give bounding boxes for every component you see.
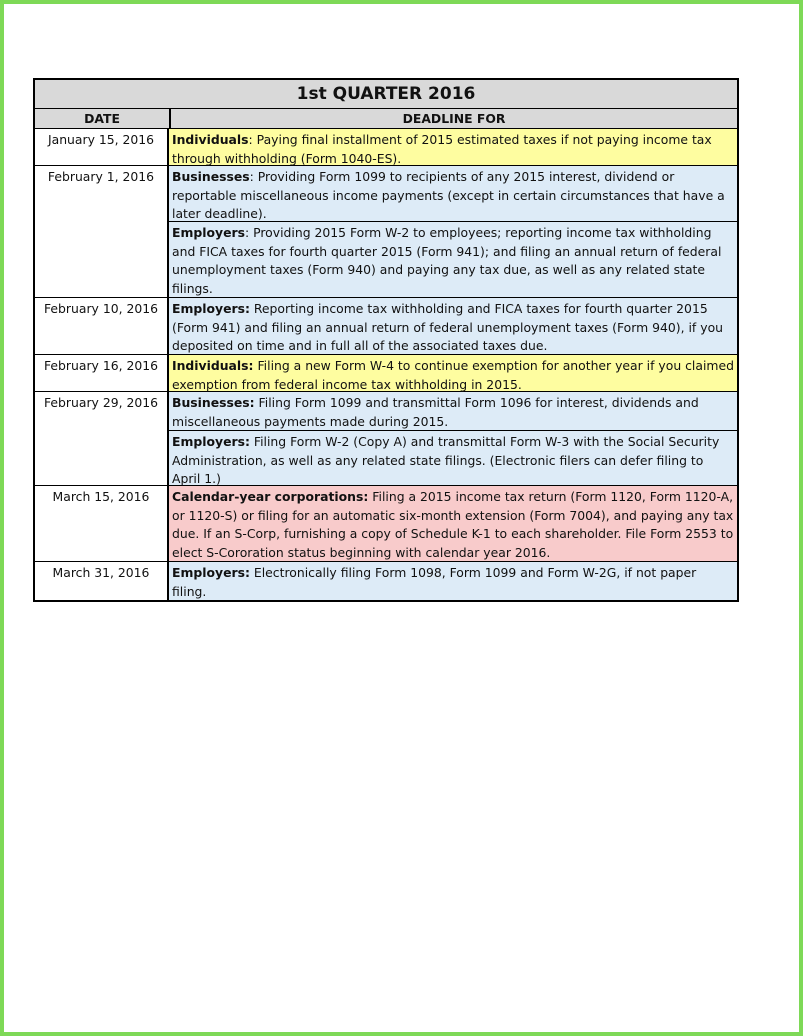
- row-date: February 29, 2016: [35, 392, 169, 485]
- row-entries: [169, 166, 737, 297]
- deadline-column-header: DEADLINE FOR: [402, 111, 506, 126]
- row-entries: [169, 355, 737, 391]
- deadline-entry: [169, 562, 737, 600]
- row-date: March 31, 2016: [35, 562, 169, 600]
- deadline-entry: [169, 129, 737, 165]
- deadline-entry: [169, 298, 737, 354]
- entry-label: Calendar-year corporations:: [172, 489, 369, 504]
- table-title: 1st QUARTER 2016: [35, 80, 737, 109]
- row-date: March 15, 2016: [35, 486, 169, 561]
- row-entries: [169, 392, 737, 485]
- entry-label: Businesses: [172, 169, 250, 184]
- entry-text: : Paying final installment of 2015 estimated taxes if not paying income tax through withholding (Form 1040-ES).: [172, 132, 712, 166]
- entry-text: Electronically filing Form 1098, Form 1099 and Form W-2G, if not paper filing.: [172, 565, 697, 599]
- entry-text: Filing Form W-2 (Copy A) and transmittal Form W-3 with the Social Security Administration, as well as any related state filings. (Electronic filers can defer filing to April 1.): [172, 434, 720, 487]
- entry-label: Businesses:: [172, 395, 255, 410]
- entry-text: : Providing Form 1099 to recipients of any 2015 interest, dividend or reportable miscellaneous income payments (except in certain circumstances that have a later deadline).: [172, 169, 725, 222]
- entry-label: Employers: [172, 225, 245, 240]
- row-entries: [169, 129, 737, 165]
- date-column-header: DATE: [35, 109, 171, 128]
- deadline-entry: [169, 486, 737, 561]
- deadline-entry: [169, 221, 737, 297]
- entry-text: Filing a 2015 income tax return (Form 1120, Form 1120-A, or 1120-S) or filing for an automatic six-month extension (Form 7004), and paying any tax due. If an S-Corp, furnishing a copy of Schedule K-1 to each shareholder. File Form 2553 to elect S-Cororation status beginning with calendar year 2016.: [172, 489, 734, 560]
- entry-label: Employers:: [172, 434, 250, 449]
- entry-label: Individuals: [172, 132, 249, 147]
- entry-text: : Providing 2015 Form W-2 to employees; reporting income tax withholding and FICA taxes for fourth quarter 2015 (Form 941); and filing an annual return of federal unemployment taxes (Form 940) and paying any tax due, as well as any related state filings.: [172, 225, 722, 296]
- deadline-entry: [169, 392, 737, 430]
- table-row: [35, 355, 737, 392]
- table-row: [35, 298, 737, 355]
- table-row: [35, 486, 737, 562]
- row-date: February 1, 2016: [35, 166, 169, 297]
- entry-text: Filing a new Form W-4 to continue exemption for another year if you claimed exemption from federal income tax withholding in 2015.: [172, 358, 734, 392]
- row-date: February 16, 2016: [35, 355, 169, 391]
- entry-label: Employers:: [172, 301, 250, 316]
- row-entries: [169, 298, 737, 354]
- row-date: January 15, 2016: [35, 129, 169, 165]
- deadline-entry: [169, 430, 737, 485]
- table-row: [35, 562, 737, 600]
- entry-label: Individuals:: [172, 358, 254, 373]
- deadline-entry: [169, 166, 737, 221]
- entry-text: Filing Form 1099 and transmittal Form 1096 for interest, dividends and miscellaneous payments made during 2015.: [172, 395, 699, 429]
- table-header-row: [35, 109, 737, 129]
- table-row: [35, 166, 737, 298]
- deadline-entry: [169, 355, 737, 391]
- row-entries: [169, 562, 737, 600]
- row-entries: [169, 486, 737, 561]
- table-row: [35, 392, 737, 486]
- row-date: February 10, 2016: [35, 298, 169, 354]
- entry-label: Employers:: [172, 565, 250, 580]
- deadline-table: [33, 78, 739, 602]
- table-row: [35, 129, 737, 166]
- entry-text: Reporting income tax withholding and FICA taxes for fourth quarter 2015 (Form 941) and filing an annual return of federal unemployment taxes (Form 940), if you deposited on time and in full all of the associated taxes due.: [172, 301, 724, 354]
